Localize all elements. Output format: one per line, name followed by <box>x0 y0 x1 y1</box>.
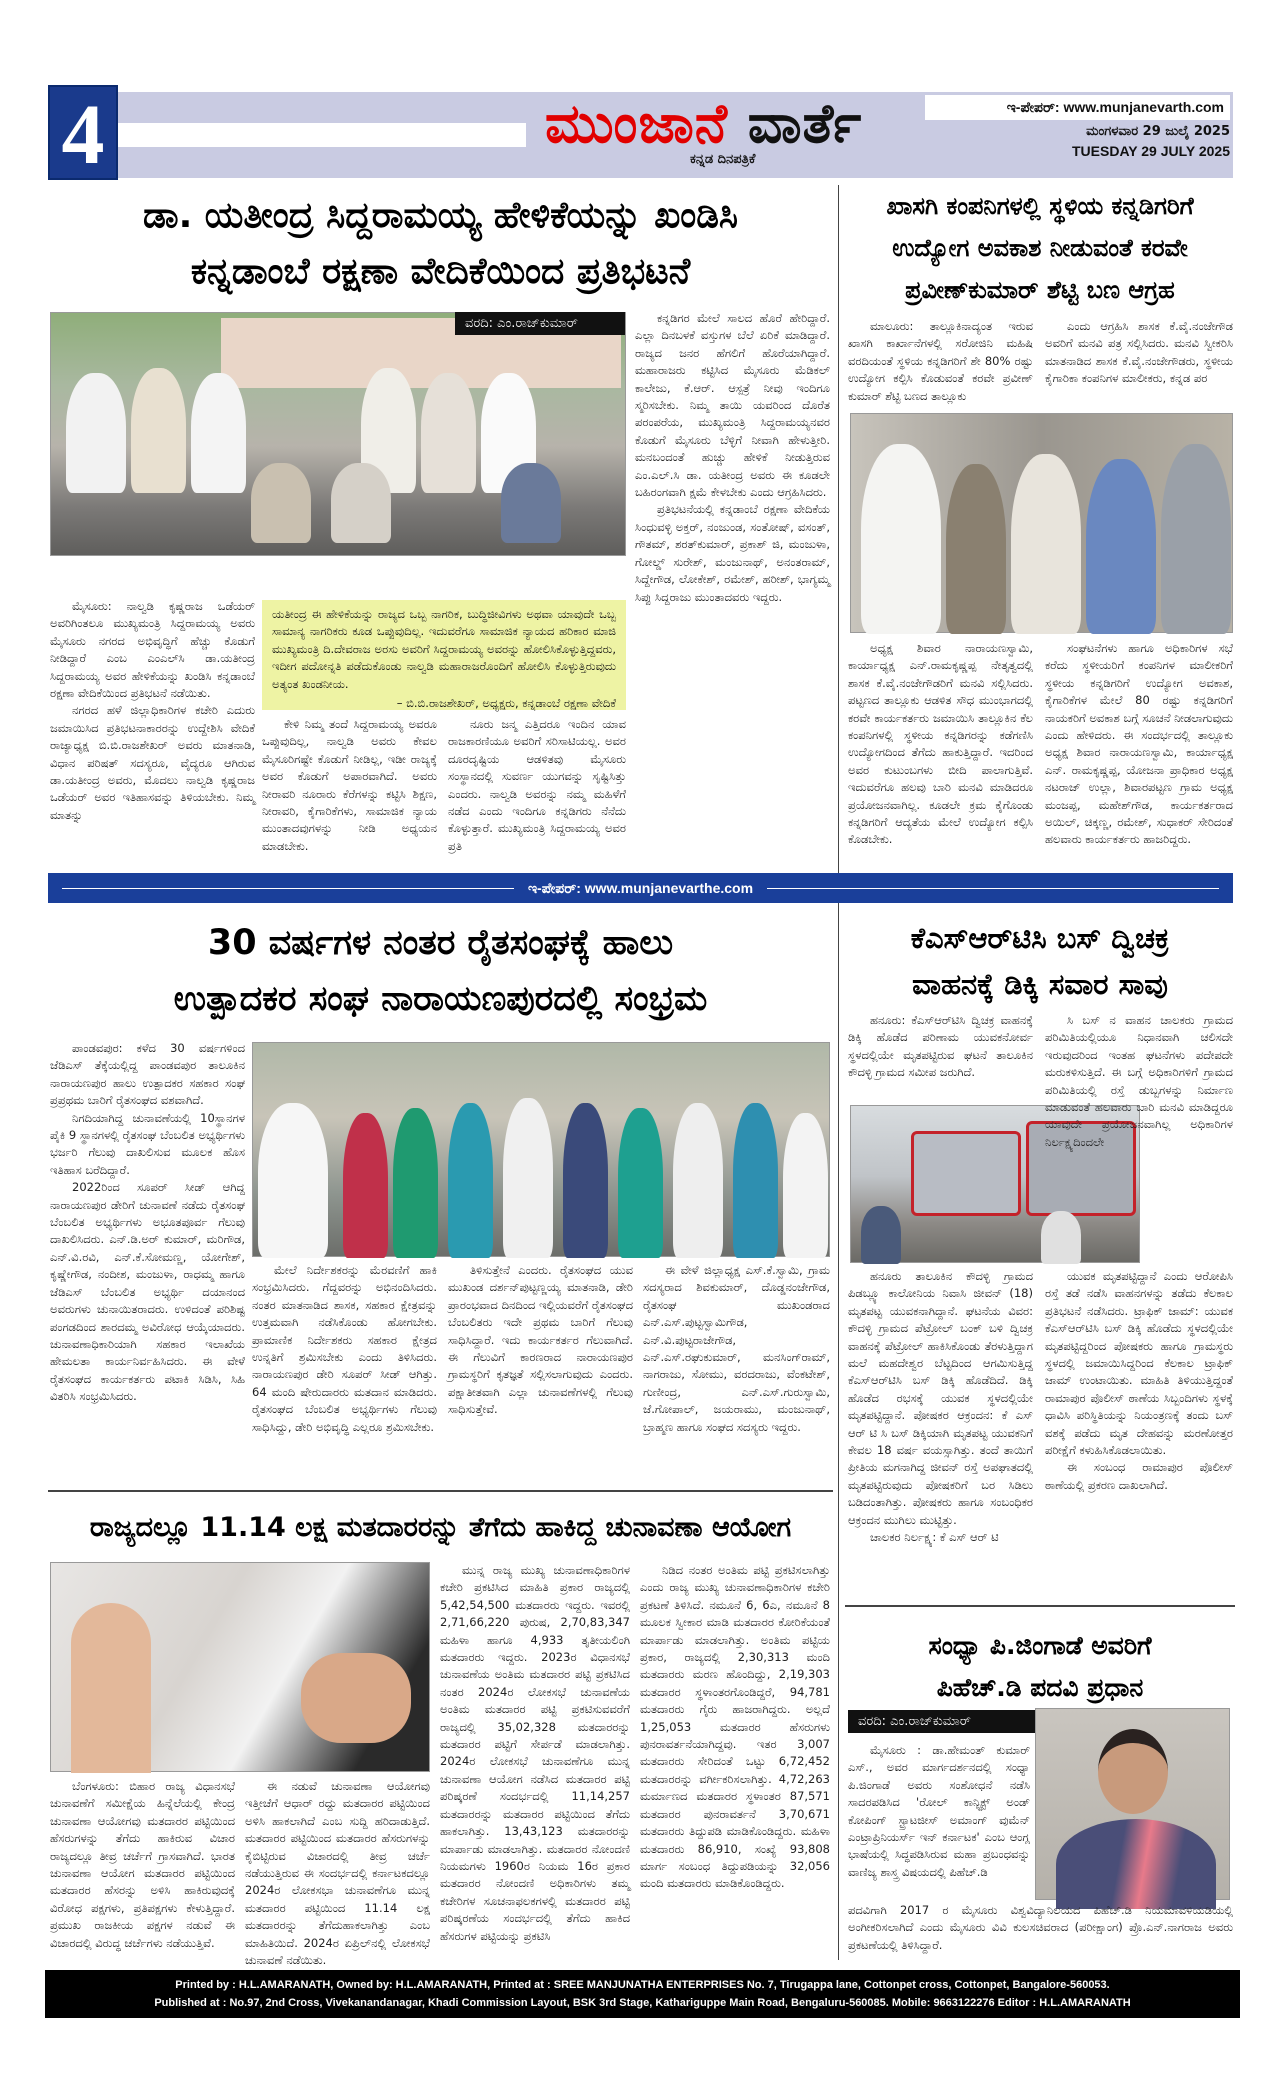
headline-line: ಡಾ. ಯತೀಂದ್ರ ಸಿದ್ದರಾಮಯ್ಯ ಹೇಳಿಕೆಯನ್ನು ಖಂಡಿಸಿ <box>142 195 739 236</box>
article-column <box>50 1778 235 1958</box>
headline-line: 30 ವರ್ಷಗಳ ನಂತರ ರೈತಸಂಘಕ್ಕೆ ಹಾಲು <box>207 923 674 963</box>
article-column <box>643 1262 830 1467</box>
headline-yathindra <box>48 188 833 300</box>
paragraph: ಹನೂರು ತಾಲೂಕಿನ ಕೌದಳ್ಳಿ ಗ್ರಾಮದ ಪಿಡಬ್ಲ್ಯೂ ಕಾಲೋನಿಯ ನಿವಾಸಿ ಜೀವನ್ (18) ಮೃತಪಟ್ಟ ಯುವಕನಾಗಿದ್ದಾನೆ. ಘಟನೆಯ ವಿವರ: ಕೌದಳ್ಳಿ ಗ್ರಾಮದ ಪೆಟ್ರೋಲ್ ಬಂಕ್ ಬಳಿ ದ್ವಿಚಕ್ರ ವಾಹನಕ್ಕೆ ಪೆಟ್ರೋಲ್ ಹಾಕಿಸಿಕೊಂಡು ತೆರಳುತ್ತಿದ್ದಾಗ ಮಲೆ ಮಹದೇಶ್ವರ ಬೆಟ್ಟದಿಂದ ಆಗಮಿಸುತ್ತಿದ್ದ ಕೆಎಸ್‌ಆರ್‌ಟಿಸಿ ಬಸ್ ಡಿಕ್ಕಿ ಹೊಡೆದಿದೆ. ಡಿಕ್ಕಿ ಹೊಡೆದ ರಭಸಕ್ಕೆ ಯುವಕ ಸ್ಥಳದಲ್ಲಿಯೇ ಮೃತಪಟ್ಟಿದ್ದಾನೆ. ಪೋಷಕರ ಆಕ್ರಂದನ: ಕೆ ಎಸ್ ಆರ್ ಟಿ ಸಿ ಬಸ್ ಡಿಕ್ಕಿಯಾಗಿ ಮೃತಪಟ್ಟ ಯುವಕನಿಗೆ ಕೇವಲ 18 ವರ್ಷ ವಯಸ್ಸಾಗಿತ್ತು. ತಂದೆ ತಾಯಿಗೆ ಪ್ರೀತಿಯ ಮಗನಾಗಿದ್ದ ಜೀವನ್ ರಸ್ತೆ ಅಪಘಾತದಲ್ಲಿ ಮೃತಪಟ್ಟಿರುವುದು ಪೋಷಕರಿಗೆ ಬರ ಸಿಡಿಲು ಬಡಿದಂತಾಗಿತ್ತು. ಪೋಷಕರು ಹಾಗೂ ಸಂಬಂಧಿಕರ ಆಕ್ರಂದನ ಮುಗಿಲು ಮುಟ್ಟಿತ್ತು. <box>848 1269 1033 1527</box>
headline-line: ಕೆಎಸ್‌ಆರ್‌ಟಿಸಿ ಬಸ್ ದ್ವಿಚಕ್ರ <box>910 921 1170 955</box>
article-column <box>252 1262 437 1467</box>
paragraph: ಈ ನಡುವೆ ಚುನಾವಣಾ ಆಯೋಗವು ಇತ್ತೀಚೆಗೆ ಆಧಾರ್ ರದ್ದು ಮತದಾರರ ಪಟ್ಟಿಯಿಂದ ಅಳಿಸಿ ಹಾಕಲಾಗಿದೆ ಎಂಬ ಸುದ್ದಿ ಹರಿದಾಡುತ್ತಿದೆ. ಮತದಾರರ ಪಟ್ಟಿಯಿಂದ ಮತದಾರರ ಹೆಸರುಗಳನ್ನು ಕೈಬಿಟ್ಟಿರುವ ವಿಚಾರದಲ್ಲಿ ತೀವ್ರ ಚರ್ಚೆ ನಡೆಯುತ್ತಿರುವ ಈ ಸಂದರ್ಭದಲ್ಲಿ ಕರ್ನಾಟಕದಲ್ಲೂ 2024ರ ಲೋಕಸಭಾ ಚುನಾವಣೆಗೂ ಮುನ್ನ ಮತದಾರರ ಪಟ್ಟಿಯಿಂದ 11.14 ಲಕ್ಷ ಮತದಾರರನ್ನು ತೆಗೆದುಹಾಕಲಾಗಿತ್ತು ಎಂಬ ಮಾಹಿತಿಯಿದೆ. 2024ರ ಏಪ್ರಿಲ್‌ನಲ್ಲಿ ಲೋಕಸಭೆ ಚುನಾವಣೆ ನಡೆಯಿತು. <box>245 1779 430 1968</box>
hand <box>71 1603 151 1773</box>
paragraph: ಅಧ್ಯಕ್ಷ ಶಿವಾರ ನಾರಾಯಣಸ್ವಾಮಿ, ಕಾರ್ಯಾಧ್ಯಕ್ಷ ಎನ್.ರಾಮಕೃಷ್ಣಪ್ಪ ನೇತೃತ್ವದಲ್ಲಿ ಶಾಸಕ ಕೆ.ವೈ.ನಂಜೇಗೌಡರಿಗೆ ಮನವಿ ಸಲ್ಲಿಸಿದರು. ಪಟ್ಟಣದ ತಾಲ್ಲೂಕು ಆಡಳಿತ ಸೌಧ ಮುಂಭಾಗದಲ್ಲಿ ಕರವೇ ಕಾರ್ಯಕರ್ತರು ಜಮಾಯಿಸಿ ತಾಲ್ಲೂಕಿನ ಕೆಲ ಕಂಪನಿಗಳಲ್ಲಿ ಸ್ಥಳೀಯ ಕನ್ನಡಿಗರನ್ನು ಕಡೆಗಣಿಸಿ ಉದ್ಯೋಗದಿಂದ ತೆಗೆದು ಹಾಕುತ್ತಿದ್ದಾರೆ. ಇದರಿಂದ ಅವರ ಕುಟುಂಬಗಳು ಬೀದಿ ಪಾಲಾಗುತ್ತಿವೆ. ಇದುವರೆಗೂ ಹಲವು ಬಾರಿ ಮನವಿ ಮಾಡಿದರೂ ಪ್ರಯೋಜನವಾಗಿಲ್ಲ. ಕೂಡಲೇ ಕ್ರಮ ಕೈಗೊಂಡು ಕನ್ನಡಿಗರಿಗೆ ಆದ್ಯತೆಯ ಮೇಲೆ ಉದ್ಯೋಗ ಕಲ್ಪಿಸಿ ಕೊಡಬೇಕು. <box>848 641 1033 847</box>
paragraph: ತಿಳಿಸುತ್ತೇನೆ ಎಂದರು. ರೈತಸಂಘದ ಯುವ ಮುಖಂಡ ದರ್ಶನ್‌ಪುಟ್ಟಣ್ಣಯ್ಯ ಮಾತನಾಡಿ, ಡೇರಿ ಪ್ರಾರಂಭವಾದ ದಿನದಿಂದ ಇಲ್ಲಿಯವರೆಗೆ ರೈತಸಂಘದ ಬೆಂಬಲಿತರು ಇದೇ ಪ್ರಥಮ ಬಾರಿಗೆ ಗೆಲುವು ಸಾಧಿಸಿದ್ದಾರೆ. ಇದು ಕಾರ್ಯಕರ್ತರ ಗೆಲುವಾಗಿದೆ. ಈ ಗೆಲುವಿಗೆ ಕಾರಣರಾದ ನಾರಾಯಣಪುರ ಗ್ರಾಮಸ್ಥರಿಗೆ ಕೃತಜ್ಞತೆ ಸಲ್ಲಿಸಲಾಗುವುದು ಎಂದರು. ಪಕ್ಷಾತೀತವಾಗಿ ಎಲ್ಲಾ ಚುನಾವಣೆಗಳಲ್ಲಿ ಗೆಲುವು ಸಾಧಿಸುತ್ತೇವೆ. <box>448 1263 633 1417</box>
portrait-photo <box>1035 1708 1230 1900</box>
paragraph: ಸಿ ಬಸ್ ನ ವಾಹನ ಚಾಲಕರು ಗ್ರಾಮದ ಪರಿಮಿತಿಯಲ್ಲಿಯೂ ನಿಧಾನವಾಗಿ ಚಲಿಸದೇ ಇರುವುದರಿಂದ ಇಂತಹ ಘಟನೆಗಳು ಪದೇಪದೇ ಮರುಕಳಿಸುತ್ತಿದೆ. ಈ ಬಗ್ಗೆ ಅಧಿಕಾರಿಗಳಿಗೆ ಗ್ರಾಮದ ಪರಿಮಿತಿಯಲ್ಲಿ ರಸ್ತೆ ಡುಬ್ಬಗಳನ್ನು ನಿರ್ಮಾಣ ಮಾಡುವಂತೆ ಹಲವಾರು ಬಾರಿ ಮನವಿ ಮಾಡಿದ್ದರೂ ಯಾವುದೇ ಪ್ರಯೋಜನವಾಗಿಲ್ಲ ಅಧಿಕಾರಿಗಳ ನಿರ್ಲಕ್ಷ್ಯದಿಂದಲೇ <box>1045 1013 1233 1149</box>
band-epaper-url[interactable]: ಇ-ಪೇಪರ್: www.munjanevarthe.com <box>527 879 754 896</box>
headline-line: ಖಾಸಗಿ ಕಂಪನಿಗಳಲ್ಲಿ ಸ್ಥಳಿಯ ಕನ್ನಡಿಗರಿಗೆ <box>886 192 1194 220</box>
face <box>1098 1729 1168 1814</box>
paragraph: ಮೈಸೂರು: ನಾಲ್ವಡಿ ಕೃಷ್ಣರಾಜ ಒಡೆಯರ್ ಅವರಿಗಿಂತಲೂ ಮುಖ್ಯಮಂತ್ರಿ ಸಿದ್ದರಾಮಯ್ಯ ಅವರು ಮೈಸೂರು ನಗರದ ಅಭಿವೃದ್ಧಿಗೆ ಹೆಚ್ಚು ಕೊಡುಗೆ ನೀಡಿದ್ದಾರೆ ಎಂಬ ಎಂಎಲ್‌ಸಿ ಡಾ.ಯತೀಂದ್ರ ಸಿದ್ದರಾಮಯ್ಯ ಅವರ ಹೇಳಿಕೆಯನ್ನು ಖಂಡಿಸಿ ಕನ್ನಡಾಂಬೆ ರಕ್ಷಣಾ ವೇದಿಕೆಯಿಂದ ಪ್ರತಿಭಟನೆ ನಡೆಯಿತು. <box>50 599 255 701</box>
article-column <box>245 1778 430 1968</box>
article-column <box>848 1012 1033 1102</box>
paragraph: ಚಾಲಕರ ನಿರ್ಲಕ್ಷ್ಯ: ಕೆ ಎಸ್ ಆರ್ ಟಿ <box>870 1530 999 1545</box>
paragraph: ಮಾಲೂರು: ತಾಲ್ಲೂಕಿನಾದ್ಯಂತ ಇರುವ ಖಾಸಗಿ ಕಾರ್ಖಾನೆಗಳಲ್ಲಿ ಸರೋಜಿನಿ ಮಹಿಷಿ ವರದಿಯಂತೆ ಸ್ಥಳಿಯ ಕನ್ನಡಿಗರಿಗೆ ಶೇ 80% ರಷ್ಟು ಉದ್ಯೋಗ ಕಲ್ಪಿಸಿ ಕೊಡುವಂತೆ ಕರವೇ ಪ್ರವೀಣ್ ಕುಮಾರ್ ಶೆಟ್ಟಿ ಬಣದ ತಾಲ್ಲೂಕು <box>848 319 1033 403</box>
band-line <box>767 888 1219 889</box>
headline-line: ಉತ್ಪಾದಕರ ಸಂಘ ನಾರಾಯಣಪುರದಲ್ಲಿ ಸಂಭ್ರಮ <box>173 979 708 1019</box>
section-divider <box>48 1490 833 1492</box>
paragraph: ಪಾಂಡವಪುರ: ಕಳೆದ 30 ವರ್ಷಗಳಿಂದ ಜೆಡಿಎಸ್ ತೆಕ್ಕೆಯಲ್ಲಿದ್ದ ಪಾಂಡವಪುರ ತಾಲೂಕಿನ ನಾರಾಯಣಪುರ ಹಾಲು ಉತ್ಪಾದಕರ ಸಹಕಾರ ಸಂಘ ಪ್ರಪ್ರಥಮ ಬಾರಿಗೆ ರೈತಸಂಘದ ವಶವಾಗಿದೆ. <box>50 1041 245 1108</box>
paragraph: ನಿಗದಿಯಾಗಿದ್ದ ಚುನಾವಣೆಯಲ್ಲಿ 10ಸ್ಥಾನಗಳ ಪೈಕಿ 9 ಸ್ಥಾನಗಳಲ್ಲಿ ರೈತಸಂಘ ಬೆಂಬಲಿತ ಅಭ್ಯರ್ಥಿಗಳು ಭರ್ಜರಿ ಗೆಲುವು ದಾಖಲಿಸುವ ಮೂಲಕ ಹೊಸ ಇತಿಹಾಸ ಬರೆದಿದ್ದಾರೆ. <box>50 1110 245 1177</box>
headline-raitha <box>48 915 833 1027</box>
article-column <box>848 640 1033 865</box>
paragraph: 2022ರಿಂದ ಸೂಪರ್ ಸೀಡ್ ಆಗಿದ್ದ ನಾರಾಯಣಪುರ ಡೇರಿಗೆ ಚುನಾವಣೆ ನಡೆದು ರೈತಸಂಘ ಬೆಂಬಲಿತ ಅಭ್ಯರ್ಥಿಗಳು ಅಭೂತಪೂರ್ವ ಗೆಲುವು ದಾಖಲಿಸಿದರು. ಎನ್.ಡಿ.ಅರ್ ಕುಮಾರ್, ಮರಿಗೌಡ, ಎನ್.ವಿ.ರವಿ, ಎನ್.ಕೆ.ಸೋಮಣ್ಣ, ಯೋಗೇಶ್, ಕೃಷ್ಣೇಗೌಡ, ನಂದೀಶ, ಮಂಜುಳಾ, ರಾಧಮ್ಮ ಹಾಗೂ ಜೆಡಿಎಸ್ ಬೆಂಬಲಿತ ಅಭ್ಯರ್ಥಿ ದಯಾನಂದ ಅವರುಗಳು ಚುನಾಯಿತರಾದರು. ಉಳಿದಂತೆ ಪರಿಶಿಷ್ಟ ಪಂಗಡದಿಂದ ಶಾರದಮ್ಮ ಅವಿರೋಧ ಆಯ್ಕೆಯಾದರು. ಚುನಾವಣಾಧಿಕಾರಿಯಾಗಿ ಸಹಕಾರ ಇಲಾಖೆಯ ಹೇಮಲತಾ ಕಾರ್ಯನಿರ್ವಹಿಸಿದರು. ಈ ವೇಳೆ ರೈತಸಂಘದ ಕಾರ್ಯಕರ್ತರು ಪಟಾಕಿ ಸಿಡಿಸಿ, ಸಿಹಿ ವಿತರಿಸಿ ಸಂಭ್ರಮಿಸಿದರು. <box>50 1180 245 1404</box>
article-column <box>440 1562 630 1958</box>
quote-text: ಯತೀಂದ್ರ ಈ ಹೇಳಿಕೆಯನ್ನು ರಾಜ್ಯದ ಒಬ್ಬ ನಾಗರಿಕ, ಬುದ್ಧಿಜೀವಿಗಳು ಅಥವಾ ಯಾವುದೇ ಒಬ್ಬ ಸಾಮಾನ್ಯ ನಾಗರಿಕರು ಕೂಡ ಒಪ್ಪುವುದಿಲ್ಲ. ಇದುವರೆಗೂ ಸಾಮಾಜಿಕ ನ್ಯಾಯದ ಹರಿಕಾರ ಮಾಜಿ ಮುಖ್ಯಮಂತ್ರಿ ದಿ.ದೇವರಾಜ ಅರಸು ಅವರಿಗೆ ಸಿದ್ದರಾಮಯ್ಯ ಅವರನ್ನು ಹೋಲಿಸಿಕೊಳ್ಳುತ್ತಿದ್ದವರು, ಇದೀಗ ಪದೋನ್ನತಿ ಪಡೆದುಕೊಂಡು ನಾಲ್ವಡಿ ಮಹಾರಾಜರೊಂದಿಗೆ ಹೋಲಿಸಿ ಕೊಳ್ಳುತ್ತಿರುವುದು ಅತ್ಯಂತ ಖಂಡನೀಯ. <box>272 607 616 691</box>
headline-line: ವಾಹನಕ್ಕೆ ಡಿಕ್ಕಿ ಸವಾರ ಸಾವು <box>912 967 1168 1001</box>
logo-part-2: ವಾರ್ತೆ <box>747 92 863 155</box>
voter-list-photo <box>50 1562 430 1772</box>
article-column <box>448 716 626 861</box>
section-divider <box>845 1605 1235 1607</box>
quote-box <box>262 600 626 710</box>
paragraph: ಮೇಲೆ ನಿರ್ದೇಶಕರನ್ನು ಮೆರವಣಿಗೆ ಹಾಕಿ ಸಂಭ್ರಮಿಸಿದರು. ಗೆದ್ದವರನ್ನು ಅಭಿನಂದಿಸಿದರು. ನಂತರ ಮಾತನಾಡಿದ ಶಾಸಕ, ಸಹಕಾರ ಕ್ಷೇತ್ರವನ್ನು ಉತ್ತಮವಾಗಿ ನಡೆಸಿಕೊಂಡು ಹೋಗಬೇಕು. ಪ್ರಾಮಾಣಿಕ ನಿರ್ದೇಶಕರು ಸಹಕಾರ ಕ್ಷೇತ್ರದ ಉನ್ನತಿಗೆ ಶ್ರಮಿಸಬೇಕು ಎಂದು ತಿಳಿಸಿದರು. ನಾರಾಯಣಪುರ ಡೇರಿ ಸೂಪರ್ ಸೀಡ್ ಆಗಿತ್ತು. 64 ಮಂದಿ ಷೇರುದಾರರು ಮತದಾನ ಮಾಡಿದರು. ರೈತಸಂಘದ ಬೆಂಬಲಿತ ಅಭ್ಯರ್ಥಿಗಳು ಗೆಲುವು ಸಾಧಿಸಿದ್ದು, ಡೇರಿ ಅಭಿವೃದ್ಧಿ ಎಲ್ಲರೂ ಶ್ರಮಿಸಬೇಕು. <box>252 1263 437 1434</box>
logo-part-1: ಮುಂಜಾನೆ <box>545 92 728 155</box>
article-column <box>262 716 437 861</box>
article-column <box>1045 640 1233 865</box>
epaper-band <box>48 873 1233 903</box>
protest-photo <box>50 312 626 556</box>
paragraph: ಈ ವೇಳೆ ಜಿಲ್ಲಾಧ್ಯಕ್ಷ ಎಸ್.ಕೆ.ಸ್ವಾಮಿ, ಗ್ರಾಮ ಸದಸ್ಯರಾದ ಶಿವಕುಮಾರ್, ದೊಡ್ಡನಂಜೇಗೌಡ, ರೈತಸಂಘ ಮುಖಂಡರಾದ ಎನ್.ಎಸ್.ಪುಟ್ಟಸ್ವಾಮಿಗೌಡ, ಎನ್.ವಿ.ಪುಟ್ಟರಾಜೇಗೌಡ, ಎನ್.ಎಸ್.ರಘುಕುಮಾರ್, ಮನಸಿಂಗ್‌ರಾಮ್, ನಾಗರಾಜು, ಸೋಮು, ವರದರಾಜು, ವೆಂಕಟೇಶ್, ಗುಣೀಂದ್ರ, ಎನ್.ಎಸ್.ಗುರುಸ್ವಾಮಿ, ಜೆ.ಗೋಪಾಲ್, ಜಯರಾಮು, ಮಂಜುನಾಥ್, ಬ್ರಾಹ್ಮಣ ಹಾಗೂ ಸಂಘದ ಸದಸ್ಯರು ಇದ್ದರು. <box>643 1263 830 1434</box>
paragraph: ಈ ಸಂಬಂಧ ರಾಮಾಪುರ ಪೊಲೀಸ್ ಠಾಣೆಯಲ್ಲಿ ಪ್ರಕರಣ ದಾಖಲಾಗಿದೆ. <box>1045 1460 1233 1492</box>
article-column <box>448 1262 633 1467</box>
paragraph: ಮೈಸೂರು : ಡಾ.ಹೇಮಂತ್ ಕುಮಾರ್ ಎಸ್., ಅವರ ಮಾರ್ಗದರ್ಶನದಲ್ಲಿ ಸಂಧ್ಯಾ ಪಿ.ಜಿಂಗಾಡೆ ಅವರು ಸಂಶೋಧನೆ ನಡೆಸಿ ಸಾದರಪಡಿಸಿದ 'ರೋಲ್ ಕಾನ್ಫ್ಲಿಕ್ಟ್ ಅಂಡ್ ಕೋಪಿಂಗ್ ಸ್ಟ್ರಾಟಜೀಸ್ ಅಮಾಂಗ್ ವುಮೆನ್ ಎಂಟ್ರಾಪ್ರಿನಿಯರ್ಸ್ ಇನ್ ಕರ್ನಾಟಕ' ಎಂಬ ಆಂಗ್ಲ ಭಾಷೆಯಲ್ಲಿ ಸಿದ್ಧಪಡಿಸಿರುವ ಮಹಾ ಪ್ರಬಂಧವನ್ನು ವಾಣಿಜ್ಯ ಶಾಸ್ತ್ರ ವಿಷಯದಲ್ಲಿ ಪಿಹೆಚ್.ಡಿ <box>848 1743 1030 1879</box>
imprint-footer <box>45 1970 1240 2018</box>
article-column <box>848 1902 1233 1958</box>
headline-line: ಕನ್ನಡಾಂಬೆ ರಕ್ಷಣಾ ವೇದಿಕೆಯಿಂದ ಪ್ರತಿಭಟನೆ <box>190 251 691 292</box>
paragraph: ಬೆಂಗಳೂರು: ಬಿಹಾರ ರಾಜ್ಯ ವಿಧಾನಸಭೆ ಚುನಾವಣೆಗೆ ಸಮೀಕ್ಷೆಯ ಹಿನ್ನೆಲೆಯಲ್ಲಿ ಕೇಂದ್ರ ಚುನಾವಣಾ ಆಯೋಗವು ಮತದಾರರ ಪಟ್ಟಿಯಿಂದ ಹೆಸರುಗಳನ್ನು ತೆಗೆದು ಹಾಕಿರುವ ವಿಚಾರ ರಾಜ್ಯದಲ್ಲೂ ತೀವ್ರ ಚರ್ಚೆಗೆ ಗ್ರಾಸವಾಗಿದೆ. ಭಾರತ ಚುನಾವಣಾ ಆಯೋಗ ಮತದಾರರ ಪಟ್ಟಿಯಿಂದ ಮತದಾರರ ಹೆಸರನ್ನು ಅಳಿಸಿ ಹಾಕಿರುವುದಕ್ಕೆ ವಿರೋಧ ಪಕ್ಷಗಳು, ಪ್ರತಿಪಕ್ಷಗಳು ಕೇಳುತ್ತಿದ್ದಾರೆ. ಪ್ರಮುಖ ರಾಜಕೀಯ ಪಕ್ಷಗಳ ನಡುವೆ ಈ ವಿಚಾರದಲ್ಲಿ ವಿರುದ್ಧ ಚರ್ಚೆಗಳು ನಡೆಯುತ್ತಿವೆ. <box>50 1779 235 1950</box>
article-column <box>50 598 255 863</box>
paragraph: ಪ್ರತಿಭಟನೆಯಲ್ಲಿ ಕನ್ನಡಾಂಬೆ ರಕ್ಷಣಾ ವೇದಿಕೆಯ ಸಿಂಧುವಳ್ಳಿ ಅಕ್ತರ್, ನಂಜುಂಡ, ಸಂತೋಷ್, ವಸಂತ್, ಗೌತಮ್, ಶರತ್‌ಕುಮಾರ್, ಪ್ರಕಾಶ್ ಜಿ, ಮಂಜುಳಾ, ಗೋಲ್ಡ್ ಸುರೇಶ್, ಮಂಜುನಾಥ್, ಅನಂತರಾಮ್, ಸಿದ್ದೇಗೌಡ, ಲೋಕೇಶ್, ರಮೇಶ್, ಹರೀಶ್, ಭಾಗ್ಯಮ್ಮ ಸಿಪ್ಪು ಸಿದ್ದರಾಜು ಮುಂತಾದವರು ಇದ್ದರು. <box>635 502 830 604</box>
headline-election: ರಾಜ್ಯದಲ್ಲೂ 11.14 ಲಕ್ಷ ಮತದಾರರನ್ನು ತೆಗೆದು ಹಾಕಿದ್ದ ಚುನಾವಣಾ ಆಯೋಗ <box>89 1512 792 1543</box>
headline-khasagi <box>845 185 1235 311</box>
article-column <box>848 1742 1030 1902</box>
headline-ksrtc <box>845 915 1235 1007</box>
headline-line: ಸಂಧ್ಯಾ ಪಿ.ಜಿಂಗಾಡೆ ಅವರಿಗೆ <box>928 1631 1152 1660</box>
date-kannada: ಮಂಗಳವಾರ 29 ಜುಲೈ 2025 <box>1086 124 1230 139</box>
column-divider <box>838 185 839 1960</box>
tagline: ಕನ್ನಡ ದಿನಪತ್ರಿಕೆ <box>690 152 756 167</box>
headline-line: ಪಿಹೆಚ್.ಡಿ ಪದವಿ ಪ್ರಧಾನ <box>936 1673 1144 1702</box>
headline-sandhya <box>845 1625 1235 1709</box>
article-column <box>1045 1012 1233 1149</box>
headline-line: ಉದ್ಯೋಗ ಅವಕಾಶ ನೀಡುವಂತೆ ಕರವೇ <box>892 234 1188 262</box>
headline-line: ಪ್ರವೀಣ್‌ಕುಮಾರ್ ಶೆಟ್ಟಿ ಬಣ ಆಗ್ರಹ <box>905 276 1175 304</box>
page-number: 4 <box>48 85 118 180</box>
imprint-line: Printed by : H.L.AMARANATH, Owned by: H.L.AMARANATH, Printed at : SREE MANJUNATHA ENTERPRISES No. 7, Tirugappa lane, Cottonpet cross, Cottonpet, Bangalore-560053. <box>175 1979 1110 1991</box>
article-column <box>1045 318 1233 408</box>
paragraph: ಕನ್ನಡಿಗರ ಮೇಲೆ ಸಾಲದ ಹೊರೆ ಹೇರಿದ್ದಾರೆ. ಎಲ್ಲಾ ದಿನಬಳಕೆ ವಸ್ತುಗಳ ಬೆಲೆ ಏರಿಕೆ ಮಾಡಿದ್ದಾರೆ. ರಾಜ್ಯದ ಜನರ ಹೆಗಲಿಗೆ ಹೊರೆಯಾಗಿದ್ದಾರೆ. ಮಹಾರಾಜರು ಕಟ್ಟಿಸಿದ ಮೈಸೂರು ಮೆಡಿಕಲ್ ಕಾಲೇಜು, ಕೆ.ಆರ್. ಆಸ್ಪತ್ರೆ ನೀವು ಇಂದಿಗೂ ಸ್ಮರಿಸಬೇಕು. ನಿಮ್ಮ ತಾಯಿ ಯವರಿಂದ ದೊರೆತ ಪರಂಪರೆಯ, ಮುಖ್ಯಮಂತ್ರಿ ಸಿದ್ದರಾಮಯ್ಯನವರ ಕೊಡುಗೆ ಮೈಸೂರು ಬೆಳ್ಳಿಗೆ ನೀವಾಗಿ ಹೇಳುತ್ತೀರಿ. ಮನಬಂದಂತೆ ಹುಚ್ಚು ಹೇಳಿಕೆ ನೀಡುತ್ತಿರುವ ಎಂ.ಎಲ್.ಸಿ ಡಾ. ಯತೀಂದ್ರ ಅವರು ಈ ಕೂಡಲೇ ಬಹಿರಂಗವಾಗಿ ಕ್ಷಮೆ ಕೇಳಬೇಕು ಎಂದು ಆಗ್ರಹಿಸಿದರು. <box>635 311 830 500</box>
byline: ವರದಿ: ಎಂ.ರಾಜ್‌ಕುಮಾರ್ <box>455 312 625 335</box>
saree <box>1056 1819 1216 1909</box>
byline: ವರದಿ: ಎಂ.ರಾಜ್‌ಕುಮಾರ್ <box>848 1710 1040 1733</box>
paragraph: ನಿಡಿದ ನಂತರ ಅಂತಿಮ ಪಟ್ಟಿ ಪ್ರಕಟಿಸಲಾಗಿತ್ತು ಎಂದು ರಾಜ್ಯ ಮುಖ್ಯ ಚುನಾವಣಾಧಿಕಾರಿಗಳ ಕಚೇರಿ ಪ್ರಕಟಣೆ ತಿಳಿಸಿದೆ. ನಮೂನೆ 6, 6ಎ, ನಮೂನೆ 8 ಮೂಲಕ ಸ್ವೀಕಾರ ಮಾಡಿ ಮತದಾರರ ಕೋರಿಕೆಯಂತೆ ಮಾರ್ಪಾಡು ಮಾಡಲಾಗಿತ್ತು. ಅಂತಿಮ ಪಟ್ಟಿಯ ಪ್ರಕಾರ, ರಾಜ್ಯದಲ್ಲಿ 2,30,313 ಮಂದಿ ಮತದಾರರು ಮರಣ ಹೊಂದಿದ್ದು, 2,19,303 ಮತದಾರರ ಸ್ಥಳಾಂತರಗೊಂಡಿದ್ದರೆ, 94,781 ಮತದಾರರು ಗೈರು ಹಾಜರಾಗಿದ್ದರು. ಅಲ್ಲದೆ 1,25,053 ಮತದಾರರ ಹೆಸರುಗಳು ಪುನರಾವರ್ತನೆಯಾಗಿದ್ದವು. ಇತರ 3,007 ಮತದಾರರು ಸೇರಿದಂತೆ ಒಟ್ಟು 6,72,452 ಮತದಾರರನ್ನು ವರ್ಗೀಕರಿಸಲಾಗಿತ್ತು. 4,72,263 ಮರ್ಮಾಣದ ಮತದಾರರ ಸ್ಥಳಾಂತರ 87,571 ಮತದಾರರ ಪುನರಾವರ್ತನೆ 3,70,671 ಮತದಾರರು ತಿದ್ದುಪಡಿ ಮಾಡಿಕೊಂಡಿದ್ದರು. ಮಹಿಳಾ ಮತದಾರರು 86,910, ಸಂಖ್ಯೆ 93,808 ಮಾರ್ಗ ಸಂಬಂಧ ತಿದ್ದುಪಡಿಯನ್ನು 32,056 ಮಂದಿ ಮತದಾರರು ಮಾಡಿಕೊಂಡಿದ್ದರು. <box>640 1563 830 1891</box>
paragraph: ಕೇಳಿ ನಿಮ್ಮ ತಂದೆ ಸಿದ್ದರಾಮಯ್ಯ ಅವರೂ ಒಪ್ಪುವುದಿಲ್ಲ, ನಾಲ್ವಡಿ ಅವರು ಕೇವಲ ಮೈಸೂರಿಗಷ್ಟೇ ಕೊಡುಗೆ ನೀಡಿಲ್ಲ, ಇಡೀ ರಾಜ್ಯಕ್ಕೆ ಅವರ ಕೊಡುಗೆ ಅಪಾರವಾಗಿದೆ. ಅವರು ನೀರಾವರಿ ನೂರಾರು ಕೆರೆಗಳನ್ನು ಕಟ್ಟಿಸಿ ಶಿಕ್ಷಣ, ನೀರಾವರಿ, ಕೈಗಾರಿಕೆಗಳು, ಸಾಮಾಜಿಕ ನ್ಯಾಯ ಮುಂತಾದವುಗಳನ್ನು ನೀಡಿ ಅಧ್ಯಯನ ಮಾಡಬೇಕು. <box>262 717 437 853</box>
memorandum-photo <box>850 413 1233 633</box>
paragraph: ಮುನ್ನ ರಾಜ್ಯ ಮುಖ್ಯ ಚುನಾವಣಾಧಿಕಾರಿಗಳ ಕಚೇರಿ ಪ್ರಕಟಿಸಿದ ಮಾಹಿತಿ ಪ್ರಕಾರ ರಾಜ್ಯದಲ್ಲಿ 5,42,54,500 ಮತದಾರರು ಇದ್ದರು. ಇವರಲ್ಲಿ 2,71,66,220 ಪುರುಷ, 2,70,83,347 ಮಹಿಳಾ ಹಾಗೂ 4,933 ತೃತೀಯಲಿಂಗಿ ಮತದಾರರು ಇದ್ದರು. 2023ರ ವಿಧಾನಸಭೆ ಚುನಾವಣೆಯ ಅಂತಿಮ ಮತದಾರರ ಪಟ್ಟಿ ಪ್ರಕಟಿಸಿದ ನಂತರ 2024ರ ಲೋಕಸಭೆ ಚುನಾವಣೆಯ ಅಂತಿಮ ಮತದಾರರ ಪಟ್ಟಿ ಪ್ರಕಟಿಸುವವರೆಗೆ ರಾಜ್ಯದಲ್ಲಿ 35,02,328 ಮತದಾರರನ್ನು ಮತದಾರರ ಪಟ್ಟಿಗೆ ಸೇರ್ಪಡೆ ಮಾಡಲಾಗಿತ್ತು. 2024ರ ಲೋಕಸಭೆ ಚುನಾವಣೆಗೂ ಮುನ್ನ ಚುನಾವಣಾ ಆಯೋಗ ನಡೆಸಿದ ಮತದಾರರ ಪಟ್ಟಿ ಪರಿಷ್ಕರಣೆ ಸಂದರ್ಭದಲ್ಲಿ 11,14,257 ಮತದಾರರನ್ನು ಮತದಾರರ ಪಟ್ಟಿಯಿಂದ ತೆಗೆದು ಹಾಕಲಾಗಿತ್ತು. 13,43,123 ಮತದಾರರನ್ನು ಮಾರ್ಪಾಡು ಮಾಡಲಾಗಿತ್ತು. ಮತದಾರರ ನೋಂದಣಿ ನಿಯಮಗಳು 1960ರ ನಿಯಮ 16ರ ಪ್ರಕಾರ ಮತದಾರರ ನೋಂದಣಿ ಅಧಿಕಾರಿಗಳು ತಮ್ಮ ಕಚೇರಿಗಳ ಸೂಚನಾಫಲಕಗಳಲ್ಲಿ ಮತದಾರರ ಪಟ್ಟಿ ಪರಿಷ್ಕರಣೆಯ ಸಂದರ್ಭದಲ್ಲಿ ತೆಗೆದು ಹಾಕಿದ ಹೆಸರುಗಳ ಪಟ್ಟಿಯನ್ನು ಪ್ರಕಟಿಸಿ <box>440 1563 630 1943</box>
newspaper-logo <box>545 92 862 156</box>
article-column <box>1045 1268 1233 1598</box>
masthead-stripe <box>118 123 526 147</box>
article-column <box>848 318 1033 408</box>
band-line <box>62 888 514 889</box>
bus-shape <box>911 1131 1021 1216</box>
paragraph: ಸಂಘಟನೆಗಳು ಹಾಗೂ ಅಧಿಕಾರಿಗಳ ಸಭೆ ಕರೆದು ಸ್ಥಳೀಯರಿಗೆ ಕಂಪನಿಗಳ ಮಾಲೀಕರಿಗೆ ಸ್ಥಳೀಯ ಕನ್ನಡಿಗರಿಗೆ ಉದ್ಯೋಗ ಅವಕಾಶ, ಕೈಗಾರಿಕೆಗಳ ಮೇಲೆ 80 ರಷ್ಟು ಕನ್ನಡಿಗರಿಗೆ ನಾಯಕರಿಗೆ ಅವಕಾಶ ಬಗ್ಗೆ ಸೂಚನೆ ನೀಡಲಾಗುವುದು ಎಂದು ಹೇಳಿದರು. ಈ ಸಂದರ್ಭದಲ್ಲಿ ತಾಲ್ಲೂಕು ಅಧ್ಯಕ್ಷ ಶಿವಾರ ನಾರಾಯಣಸ್ವಾಮಿ, ಕಾರ್ಯಾಧ್ಯಕ್ಷ ಎನ್. ರಾಮಕೃಷ್ಣಪ್ಪ, ಯೋಜನಾ ಪ್ರಾಧಿಕಾರ ಅಧ್ಯಕ್ಷ ನಟರಾಜ್ ಉಲ್ಲಾ, ಶಿವಾರಪಟ್ಟಣ ಗ್ರಾಮ ಅಧ್ಯಕ್ಷ ಮಂಜಪ್ಪ, ಮಹೇಶ್‌ಗೌಡ, ಕಾರ್ಯಕರ್ತರಾದ ಅಯಿಲ್, ಚಿಕ್ಕಣ್ಣ, ರಮೇಶ್, ಸುಧಾಕರ್ ಸೇರಿದಂತೆ ಹಲವಾರು ಕಾರ್ಯಕರ್ತರು ಹಾಜರಿದ್ದರು. <box>1045 641 1233 847</box>
article-column <box>848 1268 1033 1598</box>
paragraph: ನೂರು ಜನ್ಮ ಎತ್ತಿದರೂ ಇಂದಿನ ಯಾವ ರಾಜಕಾರಣಿಯೂ ಅವರಿಗೆ ಸರಿಸಾಟಿಯಲ್ಲ. ಅವರ ದೂರದೃಷ್ಟಿಯ ಆಡಳಿತವು ಮೈಸೂರು ಸಂಸ್ಥಾನದಲ್ಲಿ ಸುವರ್ಣ ಯುಗವನ್ನು ಸೃಷ್ಟಿಸಿತ್ತು ಎಂದರು. ನಾಲ್ವಡಿ ಅವರನ್ನು ನಮ್ಮ ಮಹಿಳೆಗೆ ನಡೆದ ಎಂದು ಇಂದಿಗೂ ಕನ್ನಡಿಗರು ನೆನೆದು ಕೊಳ್ಳುತ್ತಾರೆ. ಮುಖ್ಯಮಂತ್ರಿ ಸಿದ್ದರಾಮಯ್ಯ ಅವರ ಪ್ರತಿ <box>448 717 626 853</box>
paragraph: ಹನೂರು: ಕೆಎಸ್‌ಆರ್‌ಟಿಸಿ ದ್ವಿಚಕ್ರ ವಾಹನಕ್ಕೆ ಡಿಕ್ಕಿ ಹೊಡೆದ ಪರಿಣಾಮ ಯುವಕನೋರ್ವ ಸ್ಥಳದಲ್ಲಿಯೇ ಮೃತಪಟ್ಟಿರುವ ಘಟನೆ ತಾಲೂಕಿನ ಕೌದಳ್ಳಿ ಗ್ರಾಮದ ಸಮೀಪ ಜರುಗಿದೆ. <box>848 1013 1033 1080</box>
epaper-url[interactable]: ಇ-ಪೇಪರ್: www.munjanevarth.com <box>925 95 1230 120</box>
article-column <box>50 1040 245 1465</box>
hand <box>301 1653 411 1743</box>
paragraph: ನಗರದ ಹಳೆ ಜಿಲ್ಲಾಧಿಕಾರಿಗಳ ಕಚೇರಿ ಎದುರು ಜಮಾಯಿಸಿದ ಪ್ರತಿಭಟನಾಕಾರರನ್ನು ಉದ್ದೇಶಿಸಿ ವೇದಿಕೆ ರಾಜ್ಯಾಧ್ಯಕ್ಷ ಬಿ.ಬಿ.ರಾಜಶೇಖರ್ ಅವರು ಮಾತನಾಡಿ, ವಿಧಾನ ಪರಿಷತ್ ಸದಸ್ಯರೂ, ವೈದ್ಯರೂ ಆಗಿರುವ ಡಾ.ಯತೀಂದ್ರ ಅವರು, ಮೊದಲು ನಾಲ್ವಡಿ ಕೃಷ್ಣರಾಜ ಒಡೆಯರ್ ಅವರ ಇತಿಹಾಸವನ್ನು ತಿಳಿಯಬೇಕು. ನಿಮ್ಮ ಮಾತನ್ನು <box>50 703 255 822</box>
paragraph: ಯುವಕ ಮೃತಪಟ್ಟಿದ್ದಾನೆ ಎಂದು ಆರೋಪಿಸಿ ರಸ್ತೆ ತಡೆ ನಡೆಸಿ ವಾಹನಗಳನ್ನು ತಡೆದು ಕೆಲಕಾಲ ಪ್ರತಿಭಟನೆ ನಡೆಸಿದರು. ಟ್ರಾಫಿಕ್ ಜಾಮ್: ಯುವಕ ಕೆಎಸ್‌ಆರ್‌ಟಿಸಿ ಬಸ್ ಡಿಕ್ಕಿ ಹೊಡೆದು ಸ್ಥಳದಲ್ಲಿಯೇ ಮೃತಪಟ್ಟಿದ್ದರಿಂದ ಪೋಷಕರು ಹಾಗೂ ಗ್ರಾಮಸ್ಥರು ಸ್ಥಳದಲ್ಲಿ ಜಮಾಯಿಸಿದ್ದರಿಂದ ಕೆಲಕಾಲ ಟ್ರಾಫಿಕ್ ಜಾಮ್ ಉಂಟಾಯಿತು. ಮಾಹಿತಿ ತಿಳಿಯುತ್ತಿದ್ದಂತೆ ರಾಮಾಪುರ ಪೊಲೀಸ್ ಠಾಣೆಯ ಸಿಬ್ಬಂದಿಗಳು ಸ್ಥಳಕ್ಕೆ ಧಾವಿಸಿ ಪರಿಸ್ಥಿತಿಯನ್ನು ನಿಯಂತ್ರಣಕ್ಕೆ ತಂದು ಬಸ್ ವಶಕ್ಕೆ ಪಡೆದು ಮೃತ ದೇಹವನ್ನು ಮರಣೋತ್ತರ ಪರೀಕ್ಷೆಗೆ ಕಳುಹಿಸಿಕೊಡಲಾಯಿತು. <box>1045 1269 1233 1458</box>
paragraph: ಎಂದು ಆಗ್ರಹಿಸಿ ಶಾಸಕ ಕೆ.ವೈ.ನಂಜೇಗೌಡ ಅವರಿಗೆ ಮನವಿ ಪತ್ರ ಸಲ್ಲಿಸಿದರು. ಮನವಿ ಸ್ವೀಕರಿಸಿ ಮಾತನಾಡಿದ ಶಾಸಕ ಕೆ.ವೈ.ನಂಜೇಗೌಡರು, ಸ್ಥಳೀಯ ಕೈಗಾರಿಕಾ ಕಂಪನಿಗಳ ಮಾಲೀಕರು, ಕನ್ನಡ ಪರ <box>1045 319 1233 386</box>
article-column <box>640 1562 830 1958</box>
imprint-line: Published at : No.97, 2nd Cross, Vivekanandanagar, Khadi Commission Layout, BSK 3rd Stage, Kathariguppe Main Road, Bengaluru-560085. Mobile: 9663122276 Editor : H.L.AMARANATH <box>154 1997 1131 2009</box>
date-english: TUESDAY 29 JULY 2025 <box>1072 143 1230 159</box>
dairy-celebration-photo <box>252 1042 830 1257</box>
paragraph: ಪದವಿಗಾಗಿ 2017 ರ ಮೈಸೂರು ವಿಶ್ವವಿದ್ಯಾನಿಲಯದ ಪಿಹೆಚ್.ಡಿ ನಿಯಮಾವಳಿಯಡಿಯಲ್ಲಿ ಅಂಗೀಕರಿಸಲಾಗಿದೆ ಎಂದು ಮೈಸೂರು ವಿವಿ ಕುಲಸಚಿವರಾದ (ಪರೀಕ್ಷಾಂಗ) ಪ್ರೊ.ಎನ್.ನಾಗರಾಜ ಅವರು ಪ್ರಕಟಣೆಯಲ್ಲಿ ತಿಳಿಸಿದ್ದಾರೆ. <box>848 1903 1233 1952</box>
quote-source: – ಬಿ.ಬಿ.ರಾಜಶೇಖರ್, ಅಧ್ಯಕ್ಷರು, ಕನ್ನಡಾಂಬೆ ರಕ್ಷಣಾ ವೇದಿಕೆ <box>396 696 616 711</box>
article-column <box>635 310 830 865</box>
